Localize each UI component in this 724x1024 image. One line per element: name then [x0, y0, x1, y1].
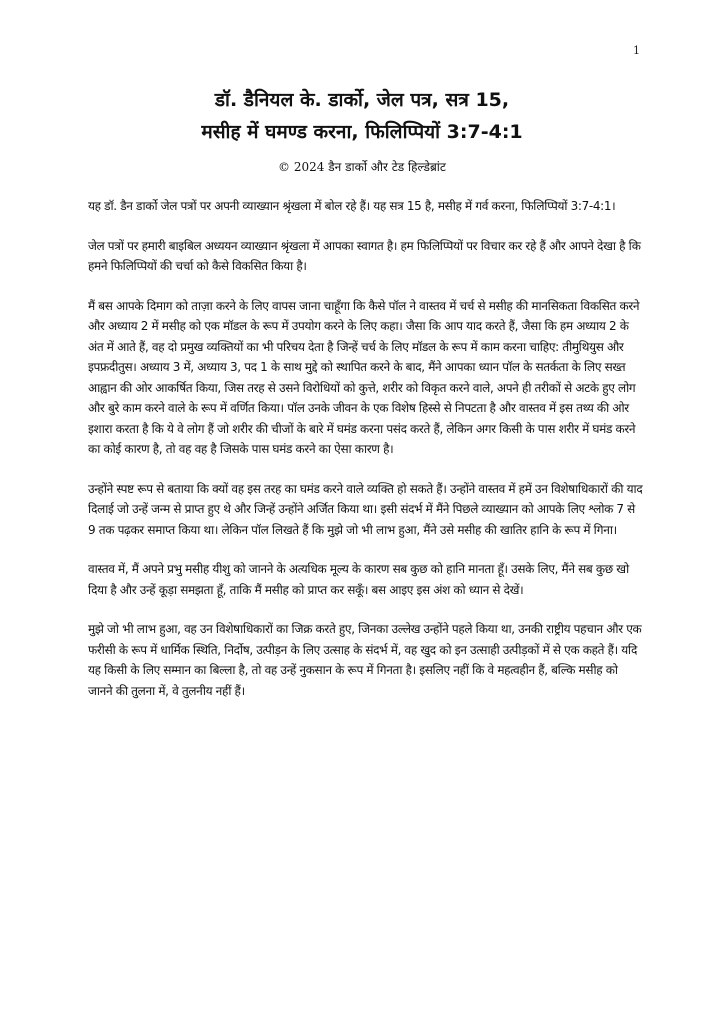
paragraph: वास्तव में, मैं अपने प्रभु मसीह यीशु को जानने के अत्यधिक मूल्य के कारण सब कुछ को हानि मानता हूँ। उसके लिए, मैंने सब कुछ खो दिया है और उन्हें कूड़ा समझता हूँ, ताकि मैं मसीह को प्राप्त कर सकूँ। बस आइए इस अंश को ध्यान से देखें।	[88, 562, 629, 597]
title-line-1: डॉ. डैनियल के. डार्को, जेल पत्र, सत्र 15,	[214, 89, 510, 111]
paragraph: मुझे जो भी लाभ हुआ, वह उन विशेषाधिकारों का जिक्र करते हुए, जिनका उल्लेख उन्होंने पहले किया था, उनकी राष्ट्रीय पहचान और एक फरीसी के रूप में धार्मिक स्थिति, निर्दोष, उत्पीड़न के लिए उत्साह के संदर्भ में, वह खुद को इन उत्साही उत्पीड़कों में से एक कहते हैं। यदि यह किसी के लिए सम्मान का बिल्ला है, तो वह उन्हें नुकसान के रूप में गिनता है। इसलिए नहीं कि वे महत्वहीन हैं, बल्कि मसीह को जानने की तुलना में, वे तुलनीय नहीं हैं।	[88, 622, 642, 698]
page-number: 1	[633, 44, 640, 57]
paragraph: यह डॉ. डैन डार्को जेल पत्रों पर अपनी व्याख्यान श्रृंखला में बोल रहे हैं। यह सत्र 15 है, मसीह में गर्व करना, फिलिप्पियों 3:7-4:1।	[88, 199, 616, 213]
paragraph: उन्होंने स्पष्ट रूप से बताया कि क्यों वह इस तरह का घमंड करने वाले व्यक्ति हो सकते हैं। उन्होंने वास्तव में हमें उन विशेषाधिकारों की याद दिलाई जो उन्हें जन्म से प्राप्त हुए थे और जिन्हें उन्होंने अर्जित किया था। इसी संदर्भ में मैंने पिछले व्याख्यान को आपके लिए श्लोक 7 से 9 तक पढ़कर समाप्त किया था। लेकिन पॉल लिखते हैं कि मुझे जो भी लाभ हुआ, मैंने उसे मसीह की खातिर हानि के रूप में गिना।	[88, 481, 643, 537]
document-body	[88, 196, 644, 720]
copyright-line: © 2024 डैन डार्को और टेड हिल्डेब्रांट	[278, 160, 446, 174]
paragraph: मैं बस आपके दिमाग को ताज़ा करने के लिए वापस जाना चाहूँगा कि कैसे पॉल ने वास्तव में चर्च से मसीह की मानसिकता विकसित करने और अध्याय 2 में मसीह को एक मॉडल के रूप में उपयोग करने के लिए कहा। जैसा कि आप याद करते हैं, जैसा कि हम अध्याय 2 के अंत में आते हैं, वह दो प्रमुख व्यक्तियों का भी परिचय देता है जिन्हें चर्च के लिए मॉडल के रूप में काम करना चाहिए: तीमुथियुस और इपफ्रदीतुस। अध्याय 3 में, अध्याय 3, पद 1 के साथ मुद्दे को स्थापित करने के बाद, मैंने आपका ध्यान पॉल के सतर्कता के लिए सख्त आह्वान की ओर आकर्षित किया, जिस तरह से उसने विरोधियों को कुत्ते, शरीर को विकृत करने वाले, अपने ही तरीकों से अटके हुए लोग और बुरे काम करने वाले के रूप में वर्णित किया। पॉल उनके जीवन के एक विशेष हिस्से से निपटता है और वास्तव में इस तथ्य की ओर इशारा करता है कि ये वे लोग हैं जो शरीर की चीजों के बारे में घमंड करना पसंद करते हैं, लेकिन अगर किसी के पास शरीर में घमंड करने का कोई कारण है, तो वह वह है जिसके पास घमंड करने का ऐसा कारण है।	[88, 298, 640, 456]
title-line-2: मसीह में घमण्ड करना, फिलिप्पियों 3:7-4:1	[201, 121, 523, 143]
document-title	[86, 84, 638, 148]
paragraph: जेल पत्रों पर हमारी बाइबिल अध्ययन व्याख्यान श्रृंखला में आपका स्वागत है। हम फिलिप्पियों पर विचार कर रहे हैं और आपने देखा है कि हमने फिलिप्पियों की चर्चा को कैसे विकसित किया है।	[88, 238, 641, 273]
